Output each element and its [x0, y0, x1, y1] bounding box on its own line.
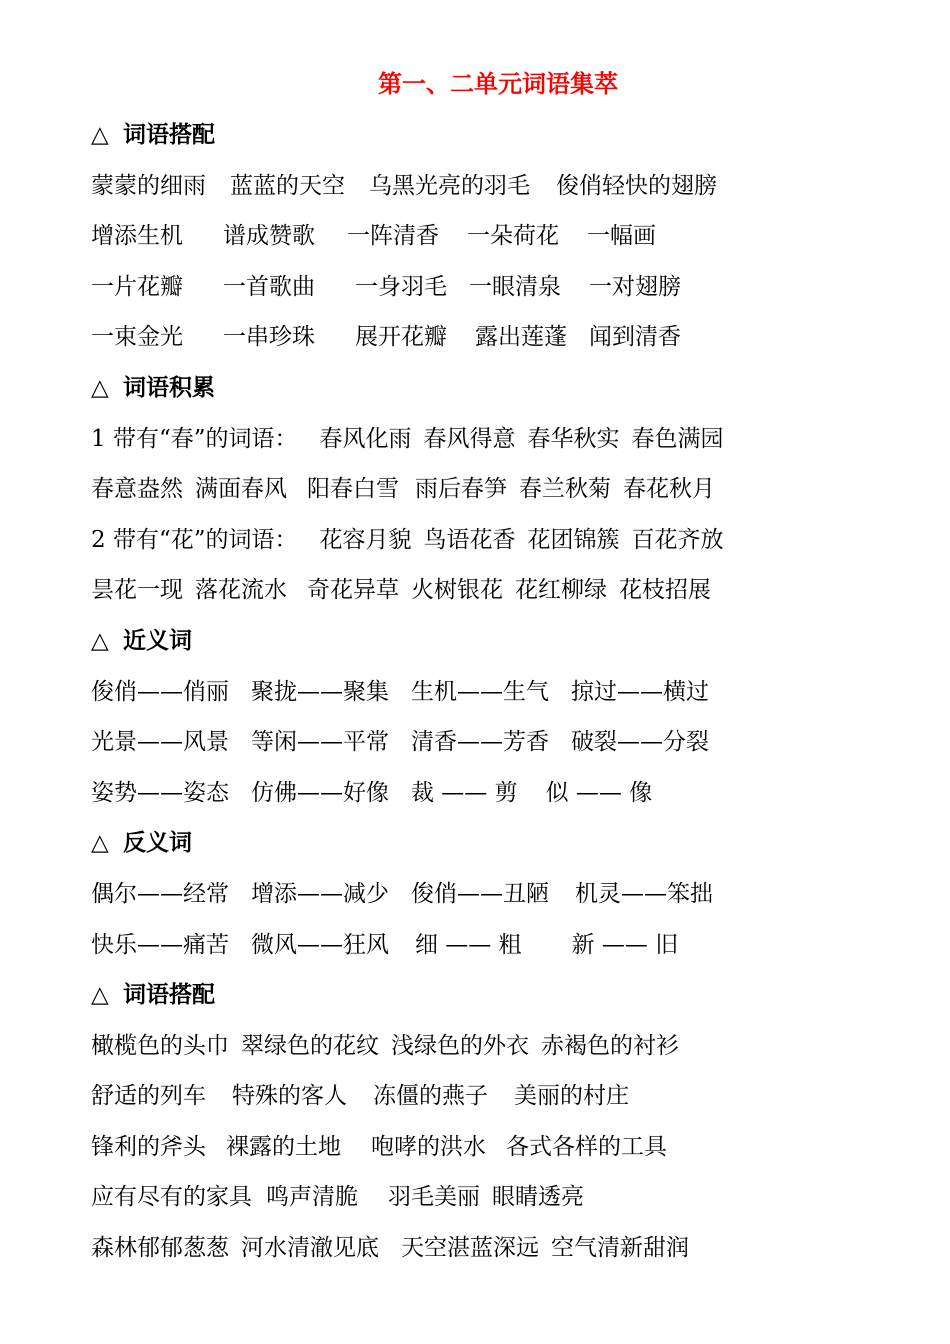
word-line: [91, 464, 911, 515]
word-line: [91, 1122, 911, 1173]
word-line: [91, 1021, 911, 1072]
word-item: 昙花一现: [91, 577, 183, 604]
section-heading: [91, 616, 911, 667]
word-line: [91, 312, 911, 363]
section-heading: [91, 363, 911, 414]
word-item: 蓝蓝的天空: [230, 172, 345, 199]
word-item: 1 带有“春”的词语：: [91, 425, 298, 452]
word-line: [91, 717, 911, 768]
word-line: [91, 1223, 911, 1274]
word-item: 一串珍珠: [223, 324, 315, 351]
word-item: 蒙蒙的细雨: [91, 172, 206, 199]
word-line: [91, 262, 911, 313]
word-item: 百花齐放: [631, 526, 724, 553]
word-item: 似 —— 像: [545, 779, 653, 806]
word-item: 雨后春笋: [415, 476, 507, 503]
word-line: [91, 565, 911, 616]
word-item: 春意盎然: [91, 476, 183, 503]
word-line: [91, 515, 911, 566]
word-item: 裁 —— 剪: [411, 779, 518, 806]
word-item: 2 带有“花”的词语：: [91, 526, 298, 553]
word-item: 美丽的村庄: [514, 1083, 629, 1110]
section-heading-text: 词语搭配: [123, 982, 215, 1009]
word-item: 俊俏——俏丽: [91, 678, 229, 705]
word-item: 花团锦簇: [527, 526, 620, 553]
word-item: 机灵——笨拙: [575, 880, 713, 907]
section-heading: [91, 818, 911, 869]
word-item: 俊俏——丑陋: [411, 880, 549, 907]
section-heading: [91, 970, 911, 1021]
word-item: 空气清新甜润: [551, 1235, 689, 1262]
word-item: 露出莲蓬: [475, 324, 567, 351]
word-line: [91, 869, 911, 920]
word-item: 微风——狂风: [251, 931, 389, 958]
word-item: 冻僵的燕子: [373, 1083, 488, 1110]
word-item: 浅绿色的外衣: [391, 1032, 529, 1059]
word-item: 花红柳绿: [515, 577, 607, 604]
word-item: 一束金光: [91, 324, 183, 351]
word-line: [91, 667, 911, 718]
word-item: 花容月貌: [319, 526, 412, 553]
word-line: [91, 414, 911, 465]
triangle-icon: △: [91, 122, 109, 148]
word-item: 河水清澈见底: [241, 1235, 379, 1262]
section-heading-text: 近义词: [123, 627, 192, 654]
word-item: 俊俏轻快的翅膀: [556, 172, 717, 199]
word-item: 落花流水: [195, 577, 287, 604]
word-item: 一对翅膀: [589, 273, 681, 300]
word-item: 阳春白雪: [307, 476, 399, 503]
word-item: 一身羽毛: [355, 273, 447, 300]
word-item: 咆哮的洪水: [371, 1133, 486, 1160]
word-item: 春花秋月: [623, 476, 715, 503]
word-item: 掠过——横过: [571, 678, 709, 705]
page-title: 第一、二单元词语集萃: [378, 70, 618, 98]
section-heading-text: 反义词: [123, 830, 192, 857]
word-item: 一朵荷花: [467, 223, 559, 250]
word-item: 橄榄色的头巾: [91, 1032, 229, 1059]
triangle-icon: △: [91, 627, 109, 654]
section-heading: [91, 110, 911, 161]
word-item: 鸣声清脆: [266, 1184, 358, 1211]
word-item: 一眼清泉: [469, 273, 561, 300]
word-line: [91, 1172, 911, 1223]
word-item: 新 —— 旧: [571, 931, 679, 958]
word-item: 奇花异草: [307, 577, 399, 604]
word-item: 裸露的土地: [226, 1133, 341, 1160]
word-item: 光景——风景: [91, 729, 229, 756]
word-item: 春风化雨: [319, 425, 412, 452]
word-item: 应有尽有的家具: [91, 1184, 252, 1211]
word-line: [91, 161, 911, 212]
word-item: 等闲——平常: [251, 729, 389, 756]
word-item: 破裂——分裂: [571, 729, 709, 756]
word-item: 细 —— 粗: [415, 931, 522, 958]
word-item: 翠绿色的花纹: [241, 1032, 379, 1059]
word-item: 舒适的列车: [91, 1083, 206, 1110]
word-item: 赤褐色的衬衫: [541, 1032, 679, 1059]
word-line: [91, 211, 911, 262]
word-item: 仿佛——好像: [251, 779, 389, 806]
triangle-icon: △: [91, 982, 109, 1009]
triangle-icon: △: [91, 374, 109, 401]
section-heading-text: 词语搭配: [123, 122, 215, 148]
word-item: 增添生机: [91, 223, 183, 250]
word-item: 一片花瓣: [91, 273, 183, 300]
word-item: 羽毛美丽: [388, 1184, 480, 1211]
word-item: 春色满园: [631, 425, 724, 452]
document-body: [91, 110, 911, 1274]
word-item: 鸟语花香: [423, 526, 516, 553]
triangle-icon: △: [91, 830, 109, 857]
word-item: 眼睛透亮: [492, 1184, 584, 1211]
word-item: 一阵清香: [347, 223, 439, 250]
word-item: 一幅画: [587, 223, 656, 250]
word-item: 生机——生气: [411, 678, 549, 705]
word-line: [91, 920, 911, 971]
word-line: [91, 1071, 911, 1122]
word-item: 聚拢——聚集: [251, 678, 389, 705]
section-heading-text: 词语积累: [123, 374, 215, 401]
word-item: 一首歌曲: [223, 273, 315, 300]
word-item: 特殊的客人: [232, 1083, 347, 1110]
word-item: 花枝招展: [619, 577, 711, 604]
word-item: 锋利的斧头: [91, 1133, 206, 1160]
word-item: 春华秋实: [527, 425, 620, 452]
word-item: 闻到清香: [589, 324, 681, 351]
word-item: 春兰秋菊: [519, 476, 611, 503]
word-item: 增添——减少: [251, 880, 389, 907]
word-item: 展开花瓣: [355, 324, 447, 351]
word-item: 天空湛蓝深远: [401, 1235, 539, 1262]
word-line: [91, 768, 911, 819]
word-item: 偶尔——经常: [91, 880, 229, 907]
word-item: 姿势——姿态: [91, 779, 229, 806]
word-item: 快乐——痛苦: [91, 931, 229, 958]
word-item: 春风得意: [423, 425, 516, 452]
word-item: 森林郁郁葱葱: [91, 1235, 229, 1262]
word-item: 火树银花: [411, 577, 503, 604]
word-item: 清香——芳香: [411, 729, 549, 756]
word-item: 谱成赞歌: [223, 223, 315, 250]
word-item: 各式各样的工具: [506, 1133, 667, 1160]
word-item: 乌黑光亮的羽毛: [369, 172, 530, 199]
word-item: 满面春风: [195, 476, 287, 503]
